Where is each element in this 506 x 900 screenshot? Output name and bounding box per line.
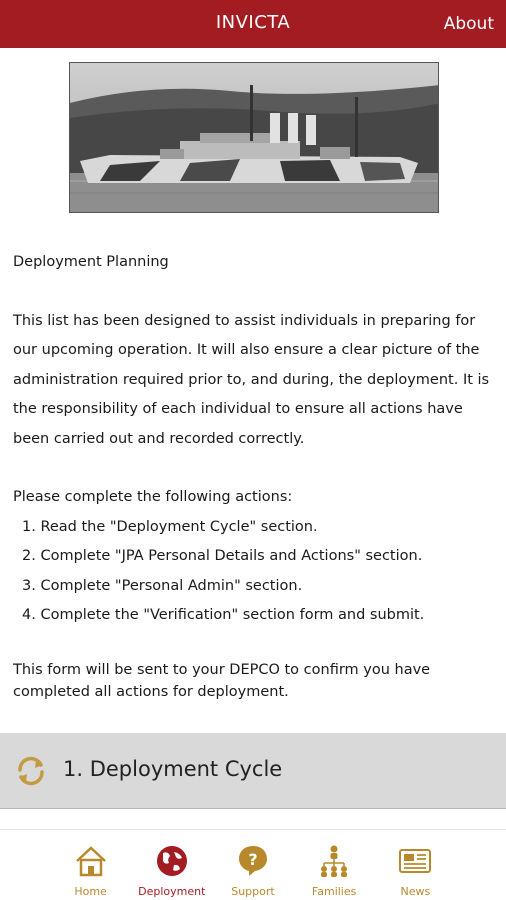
nav-news[interactable] (375, 830, 455, 900)
intro-paragraph: This list has been designed to assist individuals in preparing for our upcoming operation. It will also ensure a clear picture of the administration required prior to, and during, the deployment. It is the responsibility of each individual to ensure all actions have been carried out and recorded correctly. (13, 312, 490, 447)
action-item: 4. Complete the "Verification" section form and submit. (22, 607, 425, 623)
actions-list (13, 513, 497, 631)
newspaper-icon (397, 843, 433, 879)
help-icon (235, 843, 271, 879)
action-item: 3. Complete "Personal Admin" section. (22, 577, 303, 594)
action-item: 1. Read the "Deployment Cycle" section. (22, 518, 318, 535)
svg-text:?: ? (248, 850, 258, 869)
home-icon (73, 843, 109, 879)
family-icon (316, 843, 352, 879)
globe-icon (154, 843, 190, 879)
warship-image (70, 63, 439, 213)
nav-support[interactable] (213, 830, 293, 900)
nav-deployment[interactable] (132, 830, 212, 900)
section-label: 1. Deployment Cycle (63, 757, 283, 781)
nav-deployment-label: Deployment (138, 885, 206, 898)
section-deployment-cycle[interactable] (0, 733, 506, 809)
nav-news-label: News (400, 885, 431, 898)
app-header (0, 0, 506, 48)
intro-content (13, 248, 497, 703)
ship-photo (69, 62, 439, 213)
nav-home-label: Home (74, 885, 107, 898)
bottom-navigation (0, 829, 506, 900)
page-heading: Deployment Planning (13, 254, 169, 270)
nav-families[interactable] (294, 830, 374, 900)
action-item: 2. Complete "JPA Personal Details and Actions" section. (22, 548, 423, 564)
nav-families-label: Families (311, 885, 357, 898)
app-title: INVICTA (215, 12, 291, 33)
about-button[interactable]: About (443, 14, 494, 34)
actions-lead: Please complete the following actions: (13, 489, 293, 505)
nav-home[interactable] (51, 830, 131, 900)
nav-support-label: Support (231, 885, 275, 898)
closing-paragraph: This form will be sent to your DEPCO to confirm you have completed all actions for deployment. (13, 661, 431, 700)
sync-icon (14, 754, 48, 788)
